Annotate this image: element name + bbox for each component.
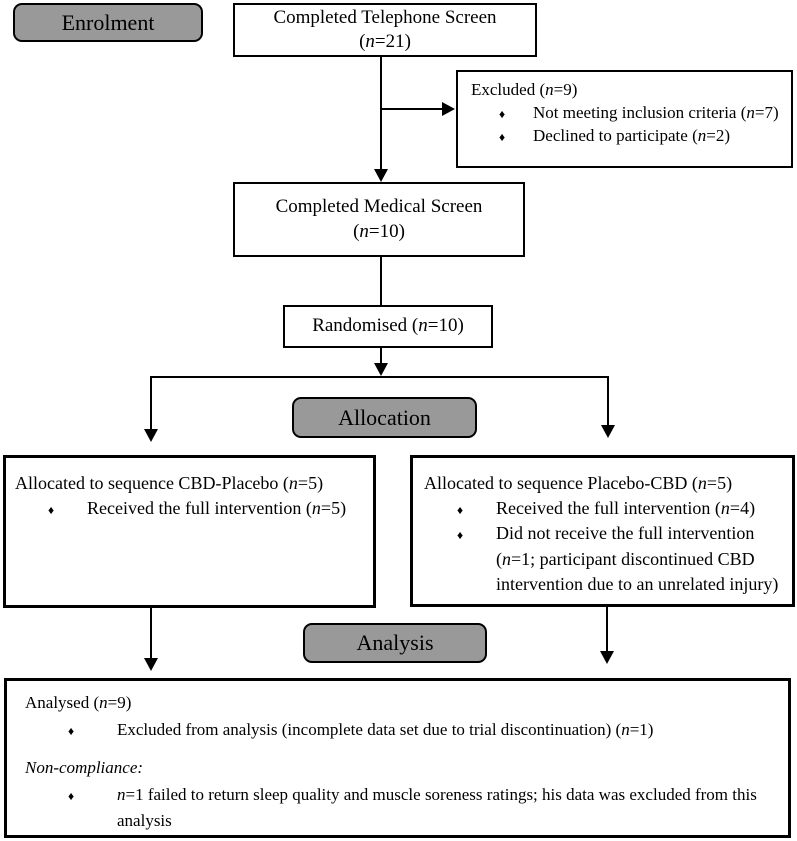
list-item <box>25 717 776 744</box>
diamond-bullet-icon: ♦ <box>498 129 506 144</box>
diamond-bullet-icon: ♦ <box>67 788 75 803</box>
list-item <box>15 496 367 521</box>
box-count: (n=21) <box>359 31 411 52</box>
box-allocated-placebo-cbd <box>410 455 795 607</box>
box-title: Allocated to sequence CBD-Placebo (n=5) <box>15 473 324 493</box>
box-allocated-cbd-placebo <box>3 455 376 608</box>
diamond-bullet-icon: ♦ <box>47 503 55 518</box>
stage-label-allocation: Allocation <box>292 397 477 438</box>
list-item <box>471 102 783 125</box>
diamond-bullet-icon: ♦ <box>67 723 75 738</box>
box-title: Allocated to sequence Placebo-CBD (n=5) <box>424 473 733 493</box>
arrowhead-to-split <box>374 363 388 376</box>
box-excluded <box>456 70 793 168</box>
box-count: (n=10) <box>353 220 405 242</box>
list-item <box>25 782 776 836</box>
arrowhead-to-left-allocation <box>144 429 158 442</box>
diamond-bullet-icon: ♦ <box>456 528 464 543</box>
diamond-bullet-icon: ♦ <box>456 503 464 518</box>
arrowhead-to-right-allocation <box>601 425 615 438</box>
list-item <box>424 496 786 521</box>
box-title: Randomised (n=10) <box>312 315 464 337</box>
list-item-text: Declined to participate (n=2) <box>533 125 730 145</box>
arrowhead-right-to-analysed <box>600 651 614 664</box>
box-completed-telephone-screen <box>233 3 537 57</box>
list-item-text: Received the full intervention (n=4) <box>496 498 756 519</box>
noncompliance-heading: Non-compliance: <box>25 757 144 777</box>
list-item-text: Excluded from analysis (incomplete data set due to trial discontinuation) (n=1) <box>117 719 654 739</box>
box-randomised <box>283 305 493 348</box>
list-item <box>471 125 783 148</box>
box-title: Excluded (n=9) <box>471 80 578 99</box>
stage-label-enrolment: Enrolment <box>13 3 203 42</box>
box-title: Completed Telephone Screen <box>273 6 497 28</box>
arrowhead-to-medical <box>374 169 388 182</box>
list-item-text: n=1 failed to return sleep quality and muscle soreness ratings; his data was excluded from this analysis <box>117 784 757 831</box>
diamond-bullet-icon: ♦ <box>498 106 506 121</box>
box-title: Completed Medical Screen <box>275 196 483 218</box>
list-item-text: Did not receive the full intervention (n=1; participant discontinued CBD intervention due to an unrelated injury) <box>496 523 779 594</box>
stage-label-analysis: Analysis <box>303 623 487 663</box>
list-item-text: Not meeting inclusion criteria (n=7) <box>533 102 779 122</box>
list-item-text: Received the full intervention (n=5) <box>87 498 347 519</box>
arrowhead-to-excluded <box>442 102 455 116</box>
box-title: Analysed (n=9) <box>25 693 132 712</box>
list-item <box>424 521 786 597</box>
arrowhead-left-to-analysed <box>144 658 158 671</box>
box-analysed <box>4 678 791 838</box>
box-completed-medical-screen <box>233 182 525 257</box>
